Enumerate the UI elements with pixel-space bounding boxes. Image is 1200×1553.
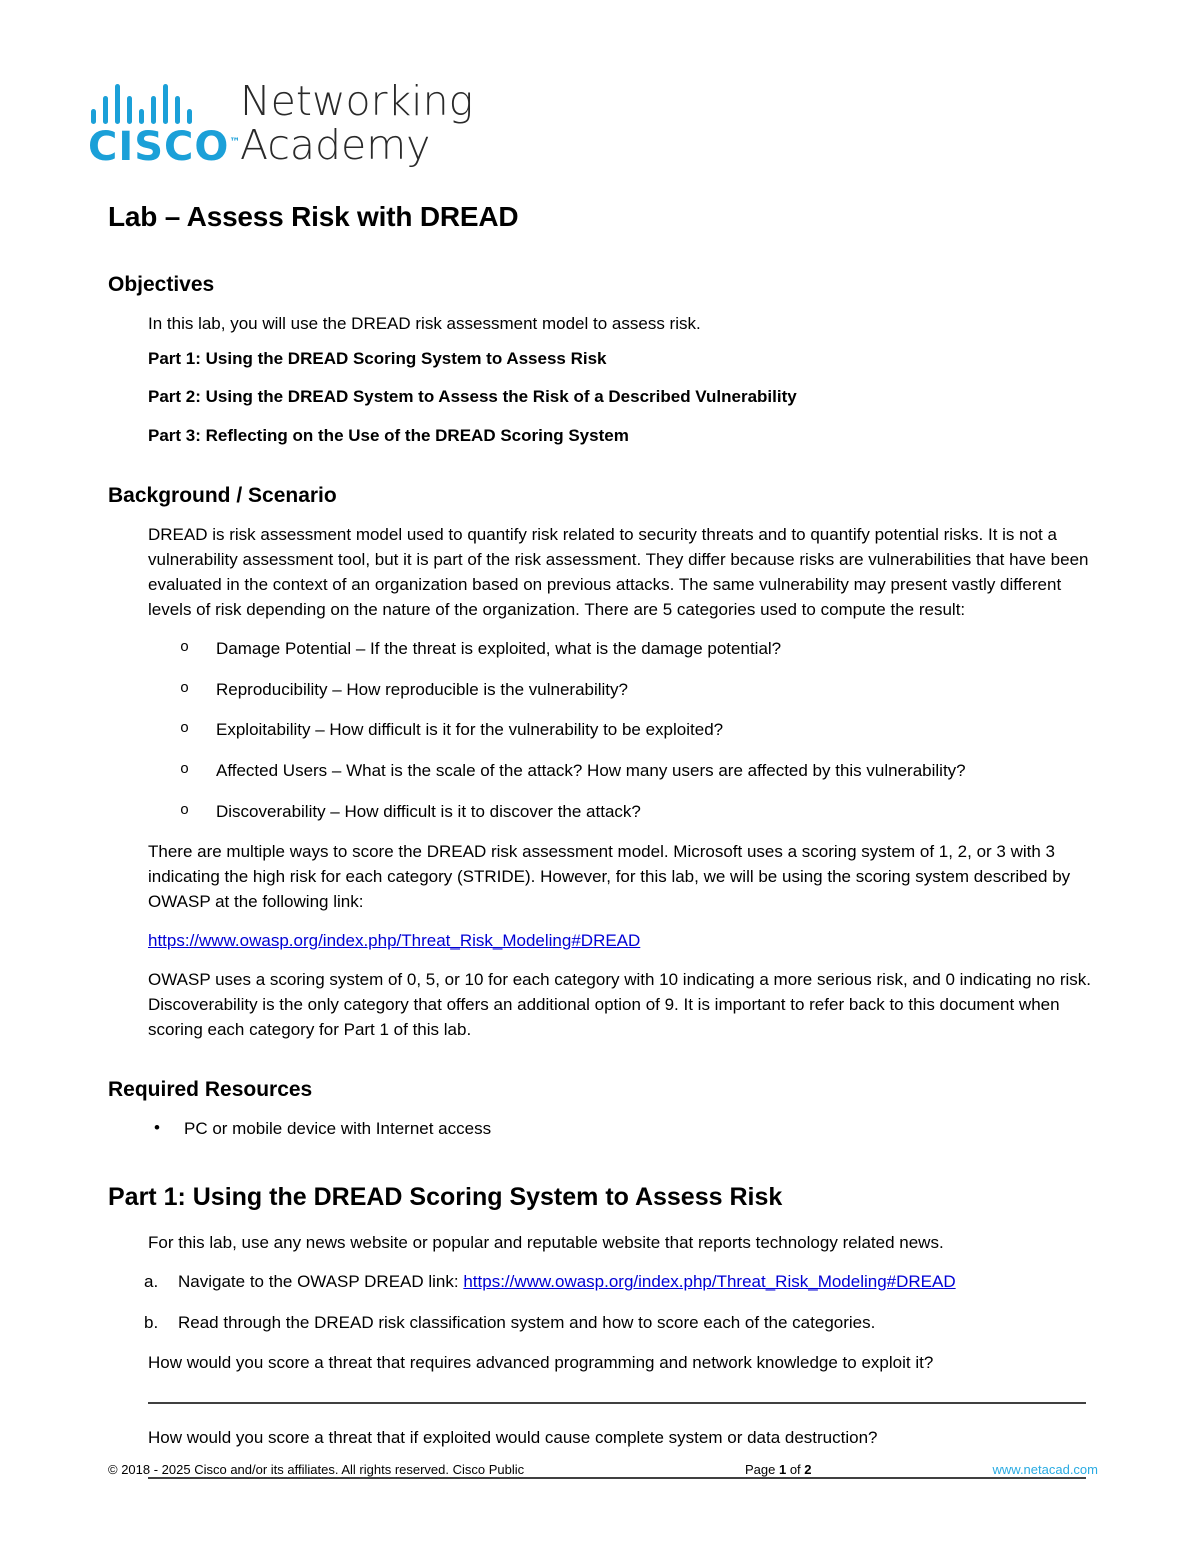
step-a-text: Navigate to the OWASP DREAD link: [178,1272,464,1292]
list-item [144,1270,1098,1295]
circle-bullet-icon: o [180,638,190,656]
objective-part-2: Part 2: Using the DREAD System to Assess the Risk of a Described Vulnerability [148,387,797,407]
heading-part-1: Part 1: Using the DREAD Scoring System to Assess Risk [108,1182,783,1211]
background-paragraph-3: OWASP uses a scoring system of 0, 5, or 10 for each category with 10 indicating a more serious risk, and 0 indicating no risk. Discoverability is the only category that offers an additional option of 9. It is important to refer back to this document when scoring each category for Part 1 of this lab. [148,970,1092,1040]
page-total: 2 [804,1462,812,1477]
list-item [144,1311,1098,1336]
heading-background-scenario: Background / Scenario [108,483,337,507]
list-item [148,637,1098,662]
answer-rule-2[interactable] [148,1477,1086,1479]
step-marker-b: b. [144,1312,159,1332]
dot-bullet-icon: • [154,1118,160,1138]
cisco-bars-icon [88,82,224,124]
list-item [148,718,1098,743]
cisco-networking-academy-logo [88,78,473,168]
list-item [148,678,1098,703]
owasp-link-paragraph [108,929,1098,954]
cisco-wordmark [88,124,241,170]
list-item [148,759,1098,784]
logo-line-academy: Academy [240,120,431,169]
footer-netacad-link[interactable]: www.netacad.com [992,1462,1098,1477]
step-marker-a: a. [144,1272,159,1292]
dread-category-damage-potential: Damage Potential – If the threat is exploited, what is the damage potential? [216,638,782,658]
page-title: Lab – Assess Risk with DREAD [108,201,519,232]
circle-bullet-icon: o [180,801,190,819]
page-label-middle: of [786,1462,805,1477]
circle-bullet-icon: o [180,679,190,697]
logo-line-networking: Networking [240,77,474,125]
objective-part-3: Part 3: Reflecting on the Use of the DREAD Scoring System [148,426,629,446]
required-resource-item: PC or mobile device with Internet access [184,1119,492,1139]
circle-bullet-icon: o [180,720,190,738]
dread-category-exploitability: Exploitability – How difficult is it for the vulnerability to be exploited? [216,720,724,740]
objective-part-1: Part 1: Using the DREAD Scoring System to Assess Risk [148,348,607,368]
list-item [148,800,1098,825]
dread-category-discoverability: Discoverability – How difficult is it to discover the attack? [216,801,641,821]
step-a-owasp-link[interactable]: https://www.owasp.org/index.php/Threat_Risk_Modeling#DREAD [463,1272,956,1292]
page-label-prefix: Page [745,1462,779,1477]
page-footer [108,1462,1098,1477]
answer-rule-1[interactable] [148,1402,1086,1404]
part1-question-1: How would you score a threat that requires advanced programming and network knowledge to exploit it? [148,1353,934,1373]
footer-page-number [745,1462,812,1477]
cisco-wordmark-text: CISCO [88,124,230,170]
cisco-logo-mark [88,78,241,170]
background-paragraph-1: DREAD is risk assessment model used to quantify risk related to security threats and to quantify potential risks. It is not a vulnerability assessment tool, but it is part of the risk assessment. They differ because risks are vulnerabilities that have been evaluated in the context of an organization based on previous attacks. The same vulnerability may present vastly different levels of risk depending on the nature of the organization. There are 5 categories used to compute the result: [148,525,1089,619]
heading-objectives: Objectives [108,272,215,296]
circle-bullet-icon: o [180,760,190,778]
required-resources-list [108,1117,1098,1142]
dread-category-affected-users: Affected Users – What is the scale of the attack? How many users are affected by this vulnerability? [216,760,966,780]
page-current: 1 [778,1462,787,1477]
footer-copyright: © 2018 - 2025 Cisco and/or its affiliates. All rights reserved. Cisco Public [108,1462,525,1477]
part1-question-2: How would you score a threat that if exploited would cause complete system or data destruction? [148,1428,878,1448]
cisco-trademark: ™ [229,135,241,149]
background-paragraph-2: There are multiple ways to score the DREAD risk assessment model. Microsoft uses a scoring system of 1, 2, or 3 with 3 indicating the high risk for each category (STRIDE). However, for this lab, we will be using the scoring system described by OWASP at the following link: [148,842,1071,912]
dread-category-list [108,637,1098,824]
owasp-dread-link[interactable]: https://www.owasp.org/index.php/Threat_Risk_Modeling#DREAD [148,931,641,951]
dread-category-reproducibility: Reproducibility – How reproducible is the vulnerability? [216,679,628,699]
part1-intro: For this lab, use any news website or popular and reputable website that reports technology related news. [148,1233,944,1253]
objectives-intro: In this lab, you will use the DREAD risk assessment model to assess risk. [148,313,701,333]
list-item [148,1117,1098,1142]
part1-steps-list [108,1270,1098,1335]
networking-academy-wordmark [240,78,473,168]
document-body [108,200,1098,1501]
heading-required-resources: Required Resources [108,1078,313,1102]
step-b-text: Read through the DREAD risk classification system and how to score each of the categories. [178,1312,876,1332]
